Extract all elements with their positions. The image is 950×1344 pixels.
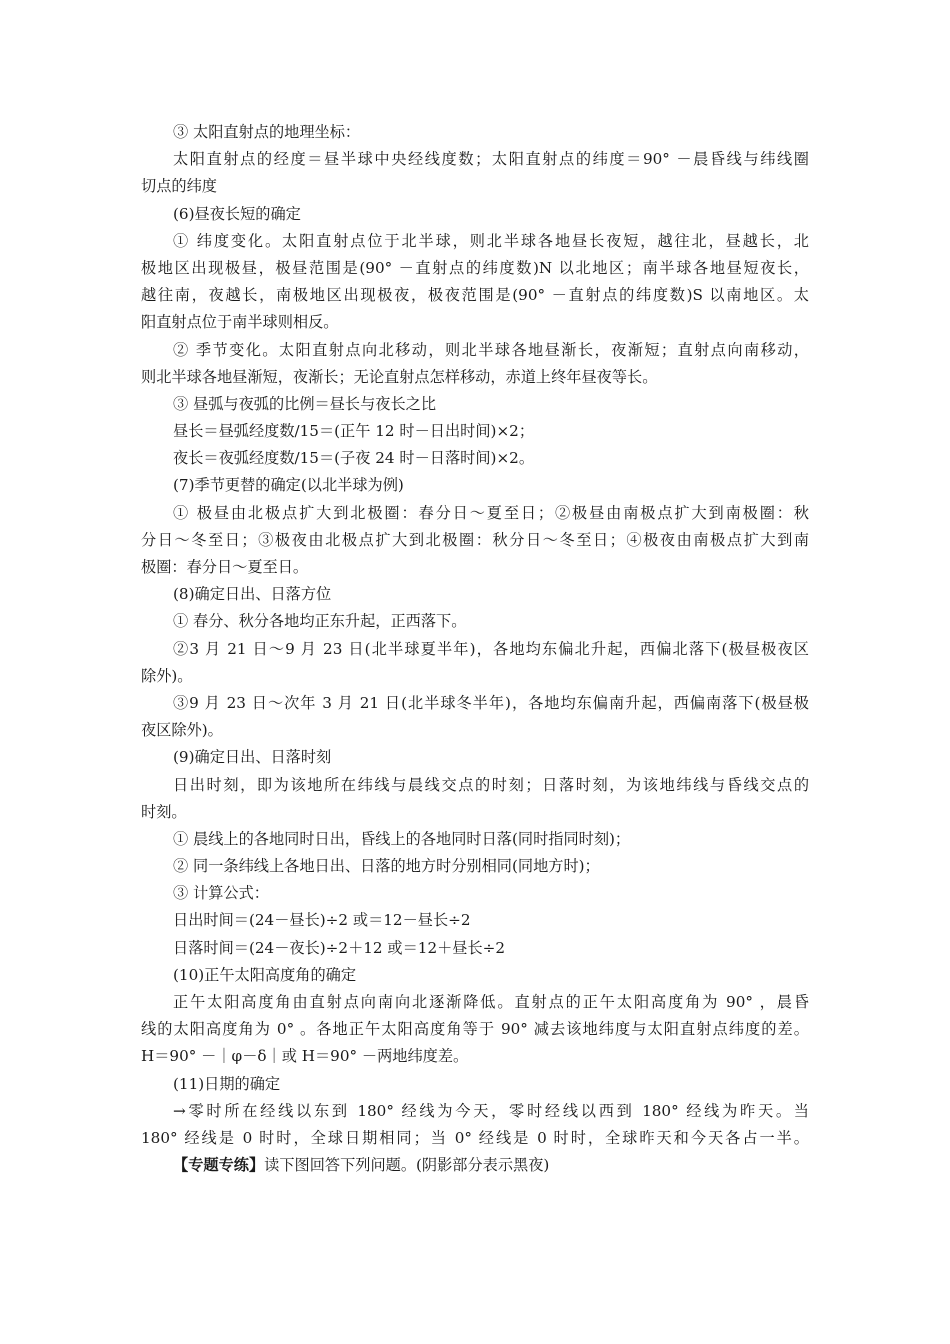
text-line: 线的太阳高度角为 0° 。各地正午太阳高度角等于 90° 减去该地纬度与太阳直射点纬度的差。 [141, 1020, 809, 1039]
text-line: 分日～冬至日；③极夜由北极点扩大到北极圈：秋分日～冬至日；④极夜由南极点扩大到南 [141, 530, 809, 549]
text-line: 夜长＝夜弧经度数/15＝(子夜 24 时－日落时间)×2。 [173, 449, 535, 468]
exercise-label: 【专题专练】 [173, 1156, 265, 1175]
text-line: 极地区出现极昼，极昼范围是(90° －直射点的纬度数)N 以北地区；南半球各地昼短夜长， [141, 258, 809, 277]
text-line: →零时所在经线以东到 180° 经线为今天，零时经线以西到 180° 经线为昨天。当 [173, 1101, 809, 1120]
text-line: 阳直射点位于南半球则相反。 [141, 313, 339, 332]
exercise-line [141, 1152, 809, 1179]
text-line: 180° 经线是 0 时时，全球日期相同；当 0° 经线是 0 时时，全球昨天和今天各占一半。 [141, 1128, 809, 1147]
document-body [141, 119, 809, 1179]
text-line: 日出时刻，即为该地所在纬线与晨线交点的时刻；日落时刻，为该地纬线与昏线交点的 [173, 775, 809, 794]
text-line: 极圈：春分日～夏至日。 [141, 558, 309, 576]
text-line: ① 极昼由北极点扩大到北极圈：春分日～夏至日；②极昼由南极点扩大到南极圈：秋 [173, 503, 809, 522]
text-line: ②3 月 21 日～9 月 23 日(北半球夏半年)，各地均东偏北升起，西偏北落下(极昼极夜区 [173, 639, 809, 658]
text-lines [141, 119, 809, 1152]
text-line: 正午太阳高度角由直射点向南向北逐渐降低。直射点的正午太阳高度角为 90° ，晨昏 [173, 993, 809, 1011]
text-line: 越往南，夜越长，南极地区出现极夜，极夜范围是(90° －直射点的纬度数)S 以南地区。太 [141, 286, 809, 305]
text-line: (10)正午太阳高度角的确定 [173, 965, 357, 984]
text-line: (11)日期的确定 [173, 1074, 281, 1093]
text-line: 则北半球各地昼渐短，夜渐长；无论直射点怎样移动，赤道上终年昼夜等长。 [141, 367, 658, 386]
text-line: 除外)。 [141, 666, 193, 685]
text-line: (9)确定日出、日落时刻 [173, 748, 332, 767]
text-line: ③ 太阳直射点的地理坐标： [173, 123, 361, 141]
text-line: 太阳直射点的经度＝昼半球中央经线度数；太阳直射点的纬度＝90° －晨昏线与纬线圈 [173, 150, 809, 169]
text-line: ① 春分、秋分各地均正东升起，正西落下。 [173, 612, 467, 631]
text-line: 日出时间＝(24－昼长)÷2 或＝12－昼长÷2 [173, 911, 471, 930]
text-line: 时刻。 [141, 802, 187, 821]
text-line: 日落时间＝(24－夜长)÷2＋12 或＝12＋昼长÷2 [173, 938, 506, 957]
text-line: (6)昼夜长短的确定 [173, 204, 301, 223]
text-line: ③ 计算公式： [173, 884, 269, 903]
text-line: ② 同一条纬线上各地日出、日落的地方时分别相同(同地方时)； [173, 857, 600, 876]
text-line: ① 晨线上的各地同时日出，昏线上的各地同时日落(同时指同时刻)； [173, 829, 631, 848]
text-line: H＝90° －｜φ－δ｜或 H＝90° －两地纬度差。 [141, 1047, 469, 1066]
text-line: ② 季节变化。太阳直射点向北移动，则北半球各地昼渐长，夜渐短；直射点向南移动， [173, 340, 809, 359]
exercise-text: 读下图回答下列问题。(阴影部分表示黑夜) [264, 1156, 550, 1175]
text-line: ① 纬度变化。太阳直射点位于北半球，则北半球各地昼长夜短，越往北，昼越长，北 [173, 231, 809, 250]
text-line: 夜区除外)。 [141, 721, 223, 740]
text-line: 昼长＝昼弧经度数/15＝(正午 12 时－日出时间)×2； [173, 422, 535, 441]
text-line: 切点的纬度 [141, 177, 217, 196]
text-line: (8)确定日出、日落方位 [173, 585, 332, 604]
text-line: (7)季节更替的确定(以北半球为例) [173, 476, 404, 495]
text-line: ③9 月 23 日～次年 3 月 21 日(北半球冬半年)，各地均东偏南升起，西偏南落下(极昼极 [173, 693, 809, 712]
text-line: ③ 昼弧与夜弧的比例＝昼长与夜长之比 [173, 394, 437, 413]
